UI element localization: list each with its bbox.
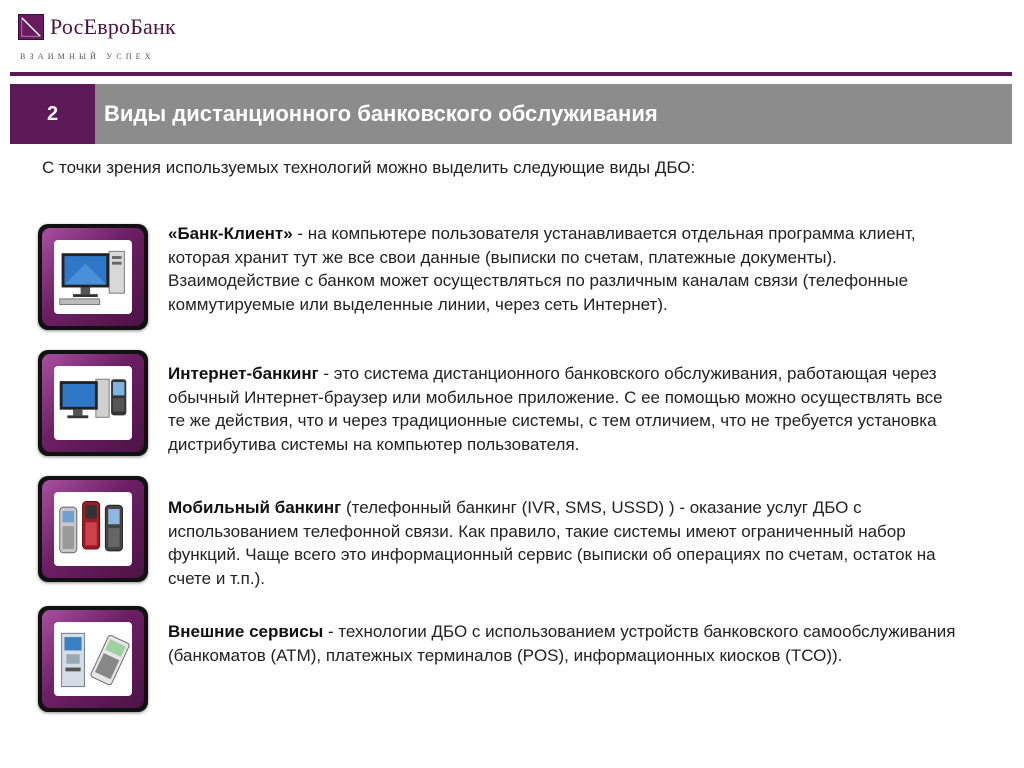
item-external-services-text	[168, 620, 958, 667]
item-term: Внешние сервисы	[168, 622, 324, 641]
desktop-computer-icon	[38, 224, 148, 330]
header-divider	[10, 72, 1012, 76]
bank-logo-mark-icon	[18, 14, 44, 40]
bank-logo	[18, 12, 278, 64]
atm-and-pos-terminal-icon	[38, 606, 148, 712]
item-internet-banking-text	[168, 362, 958, 456]
item-term: «Банк-Клиент»	[168, 224, 293, 243]
mobile-phones-icon	[38, 476, 148, 582]
item-term: Интернет-банкинг	[168, 364, 319, 383]
computer-and-smartphone-icon	[38, 350, 148, 456]
slide-number: 2	[10, 84, 95, 144]
item-mobile-banking-text	[168, 496, 958, 590]
bank-tagline: ВЗАИМНЫЙ УСПЕХ	[20, 52, 155, 61]
item-description: - это система дистанционного банковского обслуживания, работающая через обычный Интернет-браузер или мобильное приложение. С ее помощью можно осуществлять все те же действия, что и через традиционные системы, с тем отличием, что не требуется установка дистрибутива системы на компьютер пользователя.	[168, 364, 943, 454]
item-bank-client-text	[168, 222, 958, 316]
item-description: (телефонный банкинг (IVR, SMS, USSD) ) - оказание услуг ДБО с использованием телефонной связи. Как правило, такие системы имеют ограниченный набор функций. Чаще всего это информационный сервис (выписки об операциях по счетам, остаток на счете и т.п.).	[168, 498, 936, 588]
bank-name: РосЕвроБанк	[50, 14, 176, 39]
slide-title: Виды дистанционного банковского обслуживания	[104, 101, 658, 126]
item-term: Мобильный банкинг	[168, 498, 342, 517]
title-bar	[10, 84, 1012, 144]
item-description: - технологии ДБО с использованием устройств банковского самообслуживания (банкоматов (АТМ), платежных терминалов (POS), информационных киосков (ТСО)).	[168, 622, 956, 665]
item-description: - на компьютере пользователя устанавливается отдельная программа клиент, которая хранит тут же все свои данные (выписки по счетам, платежные документы). Взаимодействие с банком может осуществляться по различным каналам связи (телефонные коммутируемые или выделенные линии, через сеть Интернет).	[168, 224, 916, 314]
intro-text: С точки зрения используемых технологий можно выделить следующие виды ДБО:	[42, 158, 696, 177]
